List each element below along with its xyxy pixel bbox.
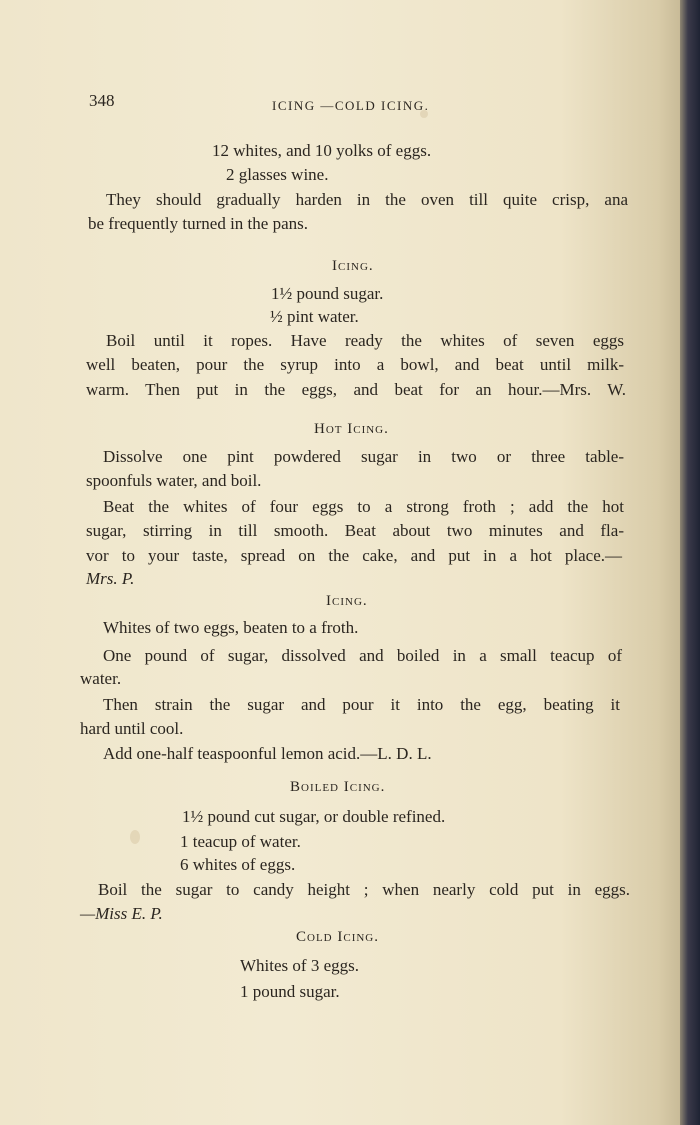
text-line: Whites of two eggs, beaten to a froth. [103,618,359,637]
text-line: 1 pound sugar. [240,982,340,1001]
text-line: vor to your taste, spread on the cake, and put in a hot place.— [86,546,622,565]
text-line: water. [80,669,122,688]
text-line: well beaten, pour the syrup into a bowl, and beat until milk- [86,355,624,374]
recipe-heading: Hot Icing. [314,421,389,437]
text-line: Boil until it ropes. Have ready the whites of seven eggs [106,331,624,350]
running-title: ICING —COLD ICING. [272,98,430,113]
recipe-heading: Icing. [326,593,368,609]
page-number: 348 [89,91,115,110]
text-line: Beat the whites of four eggs to a strong froth ; add the hot [103,497,624,516]
text-line: Add one-half teaspoonful lemon acid.—L. D. L. [103,744,432,763]
text-line: be frequently turned in the pans. [88,214,308,233]
text-line: warm. Then put in the eggs, and beat for an hour.—Mrs. W. [86,380,626,399]
text-line: 1 teacup of water. [180,832,301,851]
text-line: Whites of 3 eggs. [240,956,359,975]
text-line: Boil the sugar to candy height ; when nearly cold put in eggs. [98,880,630,899]
text-line: 1½ pound sugar. [271,284,384,303]
text-line: They should gradually harden in the oven till quite crisp, ana [106,190,628,209]
recipe-heading: Cold Icing. [296,929,379,945]
text-line: Then strain the sugar and pour it into the egg, beating it [103,695,620,714]
text-line: ½ pint water. [270,307,359,326]
text-line: 12 whites, and 10 yolks of eggs. [212,141,432,160]
text-line: hard until cool. [80,719,184,738]
recipe-heading: Icing. [332,258,374,274]
text-line: 6 whites of eggs. [180,855,296,874]
text-line: Mrs. P. [86,569,135,588]
text-line: 2 glasses wine. [226,165,329,184]
text-line: 1½ pound cut sugar, or double refined. [182,807,446,826]
paper-stain [130,830,140,844]
text-line: sugar, stirring in till smooth. Beat about two minutes and fla- [86,521,624,540]
recipe-heading: Boiled Icing. [290,779,386,795]
text-line: Dissolve one pint powdered sugar in two or three table- [103,447,624,466]
text-line: —Miss E. P. [80,904,163,923]
text-line: One pound of sugar, dissolved and boiled in a small teacup of [103,646,622,665]
text-line: spoonfuls water, and boil. [86,471,262,490]
book-edge [680,0,700,1125]
